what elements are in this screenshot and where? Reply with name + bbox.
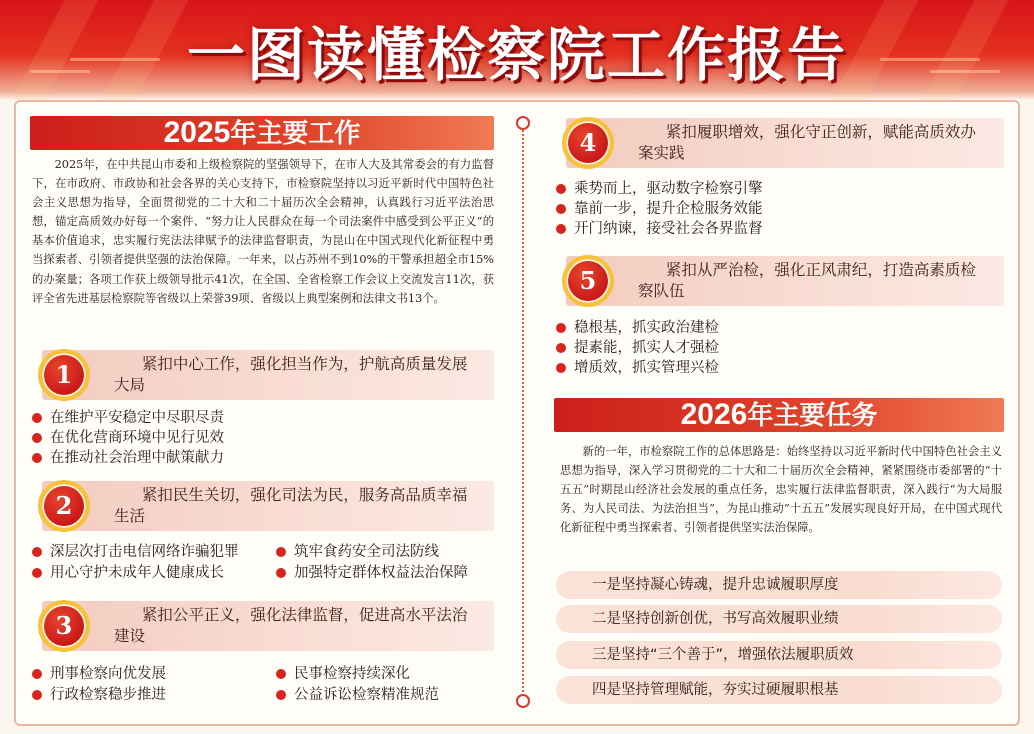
- list-item-text: 靠前一步，提升企检服务效能: [574, 201, 763, 217]
- item-header-2: [42, 481, 494, 531]
- list-item-text: 乘势而上，驱动数字检察引擎: [574, 181, 763, 197]
- list-item: [556, 358, 719, 378]
- number-badge: 2: [38, 480, 90, 532]
- bullet-dot-icon: [556, 224, 566, 234]
- column-divider: [522, 122, 524, 704]
- section-header-2026: [554, 398, 1004, 432]
- bullet-dot-icon: [32, 690, 42, 700]
- item-title: 紧扣中心工作，强化担当作为，护航高质量发展大局: [114, 355, 468, 394]
- list-item-text: 在推动社会治理中献策献力: [50, 450, 224, 466]
- task-pill-2: 二是坚持创新创优，书写高效履职业绩: [556, 605, 1002, 633]
- bullet-dot-icon: [276, 568, 286, 578]
- list-item: [276, 563, 468, 583]
- list-item: [556, 199, 763, 219]
- summary-2025: 2025年，在中共昆山市委和上级检察院的坚强领导下，在市人大及其常委会的有力监督下，在市政府、市政协和社会各界的关心支持下，市检察院坚持以习近平新时代中国特色社会主义思想为指导，全面贯彻党的二十大和二十届历次全会精神，认真践行习近平法治思想，锚定高质效办好每一个案件、“努力让人民群众在每一个司法案件中感受到公平正义”的基本价值追求，忠实履行宪法法律赋予的法律监督职责，为昆山在中国式现代化新征程中勇当探索者、引领者提供坚强的法治保障。一年来，以占苏州不到10%的干警承担超全市15%的办案量；各项工作获上级领导批示41次，在全国、全省检察工作会议上交流发言11次，获评全省先进基层检察院等省级以上荣誉39项、省级以上典型案例和法律文书13个。: [32, 158, 494, 305]
- task-pill-3: 三是坚持“三个善于”，增强依法履职质效: [556, 641, 1002, 669]
- item-header-4: [566, 118, 1004, 168]
- bullet-dot-icon: [32, 568, 42, 578]
- item-title: 紧扣民生关切，强化司法为民，服务高品质幸福生活: [114, 486, 468, 525]
- bullet-dot-icon: [32, 547, 42, 557]
- list-item: [32, 664, 166, 684]
- bullet-dot-icon: [556, 184, 566, 194]
- item-header-5: [566, 256, 1004, 306]
- list-item: [276, 685, 439, 705]
- list-item: [32, 542, 239, 562]
- bullet-dot-icon: [276, 669, 286, 679]
- list-item-text: 深层次打击电信网络诈骗犯罪: [50, 544, 239, 560]
- list-item-text: 在优化营商环境中见行见效: [50, 430, 224, 446]
- list-item: [276, 542, 439, 562]
- bullet-dot-icon: [276, 690, 286, 700]
- list-item: [556, 338, 719, 358]
- page-title: 一图读懂检察院工作报告: [186, 21, 847, 89]
- list-item-text: 加强特定群体权益法治保障: [294, 565, 468, 581]
- list-item: [276, 664, 410, 684]
- divider-dot-top: [516, 116, 530, 130]
- list-item: [32, 428, 224, 448]
- list-item-text: 在维护平安稳定中尽职尽责: [50, 410, 224, 426]
- section-heading: 年主要工作: [230, 119, 361, 149]
- number-badge: 5: [562, 255, 614, 307]
- bullet-dot-icon: [556, 204, 566, 214]
- item-title: 紧扣公平正义，强化法律监督，促进高水平法治建设: [114, 606, 468, 645]
- section-heading: 年主要任务: [747, 401, 878, 431]
- bullet-dot-icon: [32, 413, 42, 423]
- list-item-text: 增质效，抓实管理兴检: [574, 360, 719, 376]
- list-item-text: 行政检察稳步推进: [50, 687, 166, 703]
- list-item: [32, 448, 224, 468]
- list-item-text: 用心守护未成年人健康成长: [50, 565, 224, 581]
- list-item: [32, 685, 166, 705]
- list-item: [556, 179, 763, 199]
- item-header-3: [42, 601, 494, 651]
- number-badge: 3: [38, 600, 90, 652]
- section-year: 2025: [163, 116, 231, 149]
- summary-2026: 新的一年，市检察院工作的总体思路是：始终坚持以习近平新时代中国特色社会主义思想为指导，深入学习贯彻党的二十大和二十届历次全会精神，紧紧围绕市委部署的“十五五”时期昆山经济社会发展的重点任务，忠实履行法律监督职责，深入践行“为大局服务、为人民司法、为法治担当”，为昆山推动“十五五”发展实现良好开局，在中国式现代化新征程中勇当探索者、引领者提供坚实法治保障。: [560, 445, 1002, 535]
- list-item-text: 刑事检察向优发展: [50, 666, 166, 682]
- list-item-text: 稳根基，抓实政治建检: [574, 320, 719, 336]
- item-title: 紧扣从严治检，强化正风肃纪，打造高素质检察队伍: [638, 261, 976, 300]
- bullet-dot-icon: [556, 343, 566, 353]
- section-header-2025: [30, 116, 494, 150]
- item-header-1: [42, 350, 494, 400]
- list-item-text: 提素能，抓实人才强检: [574, 340, 719, 356]
- list-item-text: 开门纳谏，接受社会各界监督: [574, 221, 763, 237]
- number-badge: 1: [38, 349, 90, 401]
- number-badge: 4: [562, 117, 614, 169]
- item-title: 紧扣履职增效，强化守正创新，赋能高质效办案实践: [638, 123, 976, 162]
- list-item: [556, 318, 719, 338]
- list-item: [32, 408, 224, 428]
- list-item: [556, 219, 763, 239]
- section-year: 2026: [680, 398, 748, 431]
- bullet-dot-icon: [32, 453, 42, 463]
- bullet-dot-icon: [556, 363, 566, 373]
- list-item-text: 民事检察持续深化: [294, 666, 410, 682]
- bullet-dot-icon: [32, 669, 42, 679]
- bullet-dot-icon: [556, 323, 566, 333]
- title-banner: [0, 0, 1034, 100]
- task-pill-4: 四是坚持管理赋能，夯实过硬履职根基: [556, 676, 1002, 704]
- bullet-dot-icon: [276, 547, 286, 557]
- divider-dot-bottom: [516, 694, 530, 708]
- task-pill-1: 一是坚持凝心铸魂，提升忠诚履职厚度: [556, 571, 1002, 599]
- bullet-dot-icon: [32, 433, 42, 443]
- list-item-text: 筑牢食药安全司法防线: [294, 544, 439, 560]
- list-item: [32, 563, 224, 583]
- list-item-text: 公益诉讼检察精准规范: [294, 687, 439, 703]
